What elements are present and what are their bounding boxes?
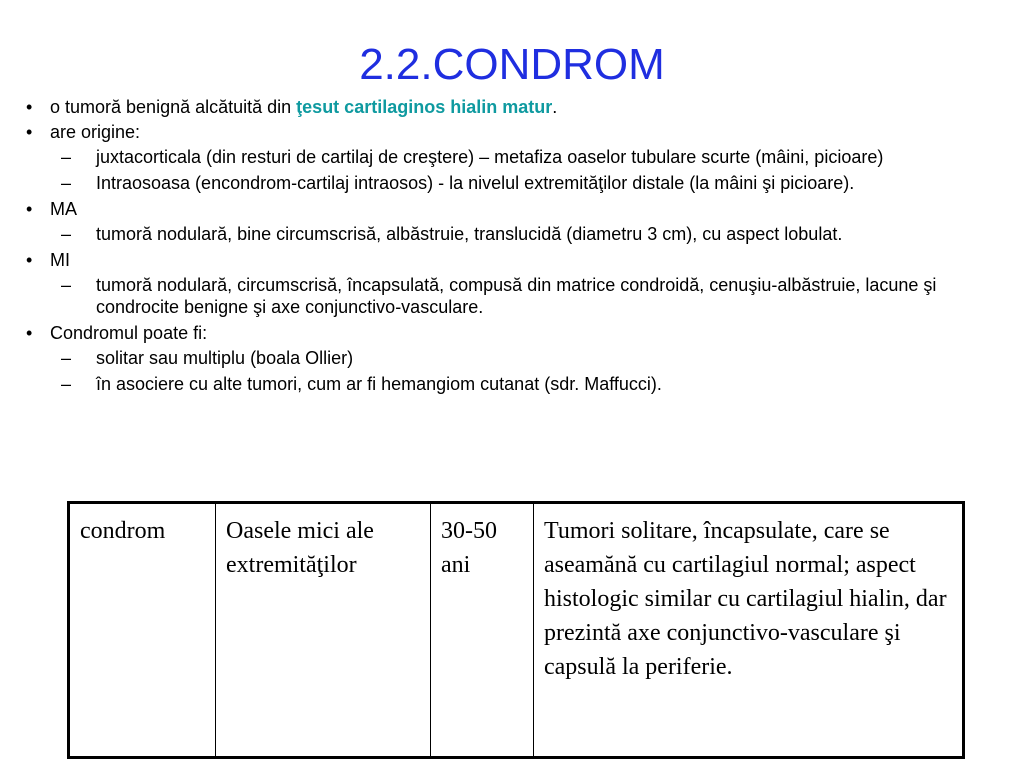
sub-bullet-text: în asociere cu alte tumori, cum ar fi hemangiom cutanat (sdr. Maffucci). xyxy=(96,374,662,394)
sub-bullet-item xyxy=(24,146,1004,168)
table-cell-location: Oasele mici ale extremităţilor xyxy=(216,503,431,758)
sub-bullet-item xyxy=(24,347,1004,369)
table-cell-description: Tumori solitare, încapsulate, care se aseamănă cu cartilagiul normal; aspect histologic similar cu cartilagiul hialin, dar prezintă axe conjunctivo-vasculare şi capsulă la periferie. xyxy=(534,503,964,758)
table-row xyxy=(69,503,964,758)
sub-bullet-item xyxy=(24,172,1004,194)
dash-marker: – xyxy=(61,173,72,193)
sub-bullet-text: tumoră nodulară, circumscrisă, încapsulată, compusă din matrice condroidă, cenuşiu-albăstruie, lacune şi condrocite benigne şi axe conjunctivo-vasculare. xyxy=(96,275,937,317)
sub-bullet-text: juxtacorticala (din resturi de cartilaj de creştere) – metafiza oaselor tubulare scurte (mâini, picioare) xyxy=(96,147,884,167)
dash-marker: – xyxy=(61,374,72,394)
bullet-text: MA xyxy=(50,199,77,219)
bullet-marker: • xyxy=(26,323,33,343)
bullet-item xyxy=(24,198,1004,220)
bullet-marker: • xyxy=(26,122,33,142)
dash-marker: – xyxy=(61,275,72,295)
highlighted-term: ţesut cartilaginos hialin matur xyxy=(296,97,553,117)
sub-bullet-item xyxy=(24,274,1004,318)
summary-table xyxy=(67,501,965,759)
bullet-text: Condromul poate fi: xyxy=(50,323,208,343)
bullet-text: o tumoră benignă alcătuită din xyxy=(50,97,297,117)
slide-title: 2.2.CONDROM xyxy=(359,40,665,89)
bullet-marker: • xyxy=(26,97,33,117)
sub-bullet-text: solitar sau multiplu (boala Ollier) xyxy=(96,348,354,368)
sub-bullet-text: Intraosoasa (encondrom-cartilaj intraosos) - la nivelul extremităţilor distale (la mâini şi picioare). xyxy=(96,173,855,193)
sub-bullet-item xyxy=(24,373,1004,395)
bullet-item xyxy=(24,249,1004,271)
dash-marker: – xyxy=(61,147,72,167)
bullet-text: MI xyxy=(50,250,70,270)
dash-marker: – xyxy=(61,348,72,368)
table-cell-age: 30-50 ani xyxy=(431,503,534,758)
dash-marker: – xyxy=(61,224,72,244)
sub-bullet-text: tumoră nodulară, bine circumscrisă, albăstruie, translucidă (diametru 3 cm), cu aspect lobulat. xyxy=(96,224,843,244)
table-cell-name: condrom xyxy=(69,503,216,758)
bullet-item xyxy=(24,96,1004,118)
bullet-item xyxy=(24,322,1004,344)
bullet-list xyxy=(24,96,1004,399)
bullet-marker: • xyxy=(26,250,33,270)
bullet-text-suffix: . xyxy=(552,97,558,117)
bullet-text: are origine: xyxy=(50,122,141,142)
bullet-marker: • xyxy=(26,199,33,219)
bullet-item xyxy=(24,121,1004,143)
sub-bullet-item xyxy=(24,223,1004,245)
